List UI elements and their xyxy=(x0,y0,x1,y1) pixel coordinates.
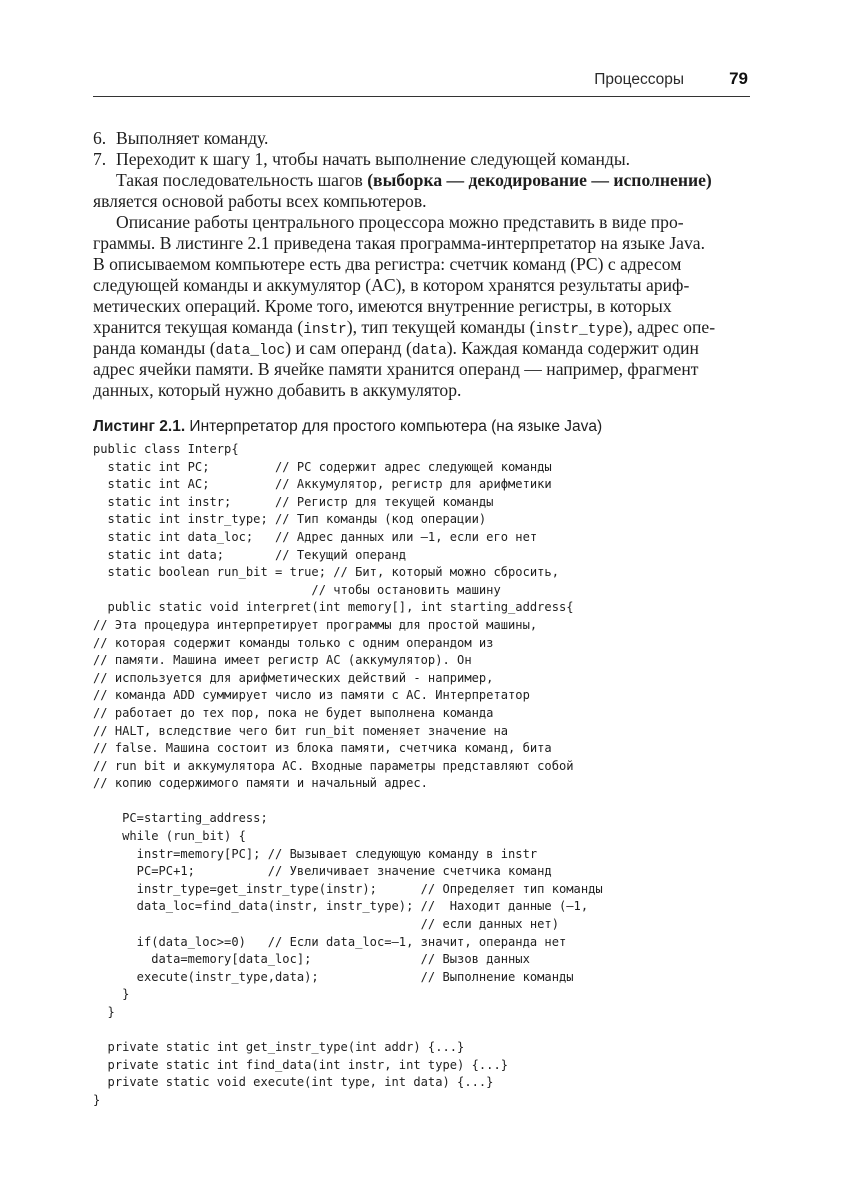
list-number: 6. xyxy=(93,128,107,148)
body-text xyxy=(93,128,749,401)
code-line: execute(instr_type,data); // Выполнение команды xyxy=(93,969,574,984)
page-number: 79 xyxy=(729,69,748,88)
code-line: data_loc=find_data(instr, instr_type); // Находит данные (–1, xyxy=(93,899,589,914)
code-line: private static int find_data(int instr, int type) {...} xyxy=(93,1057,509,1072)
code-line: // false. Машина состоит из блока памяти, счетчика команд, бита xyxy=(93,741,552,756)
code-line: // используется для арифметических действий - например, xyxy=(93,670,494,685)
code-line: static int PC; // PC содержит адрес следующей команды xyxy=(93,459,552,474)
code-line: // копию содержимого памяти и начальный адрес. xyxy=(93,776,428,791)
code-line: } xyxy=(93,1092,101,1107)
code-line: // если данных нет) xyxy=(93,917,559,932)
code-line: static int instr_type; // Тип команды (код операции) xyxy=(93,512,487,527)
code-line: } xyxy=(93,987,130,1002)
code-line xyxy=(93,793,603,811)
code-line: static int AC; // Аккумулятор, регистр для арифметики xyxy=(93,477,552,492)
code-line: // run bit и аккумулятора AC. Входные параметры представляют собой xyxy=(93,758,574,773)
paragraph-2-line: адрес ячейки памяти. В ячейке памяти хранится операнд — например, фрагмент xyxy=(93,359,699,379)
code-line: public class Interp{ xyxy=(93,442,239,456)
code-line: // работает до тех пор, пока не будет выполнена команда xyxy=(93,705,494,720)
running-header xyxy=(93,66,750,94)
paragraph-2-line xyxy=(93,338,749,359)
list-number: 7. xyxy=(93,149,107,169)
list-text: Переходит к шагу 1, чтобы начать выполнение следующей команды. xyxy=(116,149,631,169)
paragraph-1-line xyxy=(93,170,749,191)
code-line: // которая содержит команды только с одним операндом из xyxy=(93,635,494,650)
code-line: } xyxy=(93,1005,115,1019)
code-listing xyxy=(93,441,603,1110)
text-run: ) и сам операнд ( xyxy=(285,338,412,358)
header-rule xyxy=(93,96,750,97)
section-title: Процессоры xyxy=(594,71,684,88)
code-line: static int instr; // Регистр для текущей команды xyxy=(93,494,494,509)
code-line: // чтобы остановить машину xyxy=(93,582,501,597)
inline-code: instr_type xyxy=(535,322,623,338)
text-run: Такая последовательность шагов xyxy=(116,170,368,190)
code-line: // Эта процедура интерпретирует программы для простой машины, xyxy=(93,617,538,632)
code-line: // памяти. Машина имеет регистр AC (аккумулятор). Он xyxy=(93,653,472,668)
listing-label: Листинг 2.1. xyxy=(93,418,186,435)
paragraph-2-line: метических операций. Кроме того, имеются внутренние регистры, в которых xyxy=(93,296,672,316)
code-line: if(data_loc>=0) // Если data_loc=–1, значит, операнда нет xyxy=(93,934,567,949)
paragraph-2-line: В описываемом компьютере есть два регистра: счетчик команд (PC) с адресом xyxy=(93,254,682,274)
listing-title: Интерпретатор для простого компьютера (на языке Java) xyxy=(185,418,603,435)
paragraph-2-line: граммы. В листинге 2.1 приведена такая программа-интерпретатор на языке Java. xyxy=(93,233,705,253)
list-item-6 xyxy=(93,128,749,149)
text-run: ), тип текущей команды ( xyxy=(346,317,536,337)
inline-code: instr xyxy=(303,322,347,338)
code-line: // команда ADD суммирует число из памяти с AC. Интерпретатор xyxy=(93,688,530,703)
code-line xyxy=(93,1022,603,1040)
code-line: private static int get_instr_type(int addr) {...} xyxy=(93,1040,465,1055)
list-text: Выполняет команду. xyxy=(116,128,269,148)
code-line: data=memory[data_loc]; // Вызов данных xyxy=(93,952,530,967)
code-line: static int data_loc; // Адрес данных или –1, если его нет xyxy=(93,529,538,544)
bold-text-run: (выборка — декодирование — исполнение) xyxy=(367,170,712,190)
inline-code: data_loc xyxy=(215,343,286,359)
text-run: ). Каждая команда содержит один xyxy=(446,338,699,358)
text-run: Описание работы центрального процессора можно представить в виде про- xyxy=(116,212,684,232)
listing-caption xyxy=(93,418,602,436)
paragraph-2-line: следующей команды и аккумулятор (AC), в котором хранятся результаты ариф- xyxy=(93,275,690,295)
list-item-7 xyxy=(93,149,749,170)
code-line: PC=PC+1; // Увеличивает значение счетчика команд xyxy=(93,864,552,879)
code-line: instr=memory[PC]; // Вызывает следующую команду в instr xyxy=(93,846,538,861)
code-line: while (run_bit) { xyxy=(93,829,246,844)
paragraph-2-line: данных, который нужно добавить в аккумулятор. xyxy=(93,380,462,400)
code-line: public static void interpret(int memory[], int starting_address{ xyxy=(93,600,574,615)
code-line: instr_type=get_instr_type(instr); // Определяет тип команды xyxy=(93,881,603,896)
inline-code: data xyxy=(411,343,447,359)
paragraph-1-line: является основой работы всех компьютеров. xyxy=(93,191,427,211)
text-run: ), адрес опе- xyxy=(622,317,716,337)
code-line: private static void execute(int type, int data) {...} xyxy=(93,1075,494,1090)
text-run: ранда команды ( xyxy=(93,338,216,358)
code-line: PC=starting_address; xyxy=(93,811,268,826)
paragraph-2-line xyxy=(93,212,749,233)
code-line: static boolean run_bit = true; // Бит, который можно сбросить, xyxy=(93,565,559,580)
code-line: static int data; // Текущий операнд xyxy=(93,547,407,562)
paragraph-2-line xyxy=(93,317,749,338)
code-line: // HALT, вследствие чего бит run_bit поменяет значение на xyxy=(93,723,509,738)
text-run: хранится текущая команда ( xyxy=(93,317,304,337)
